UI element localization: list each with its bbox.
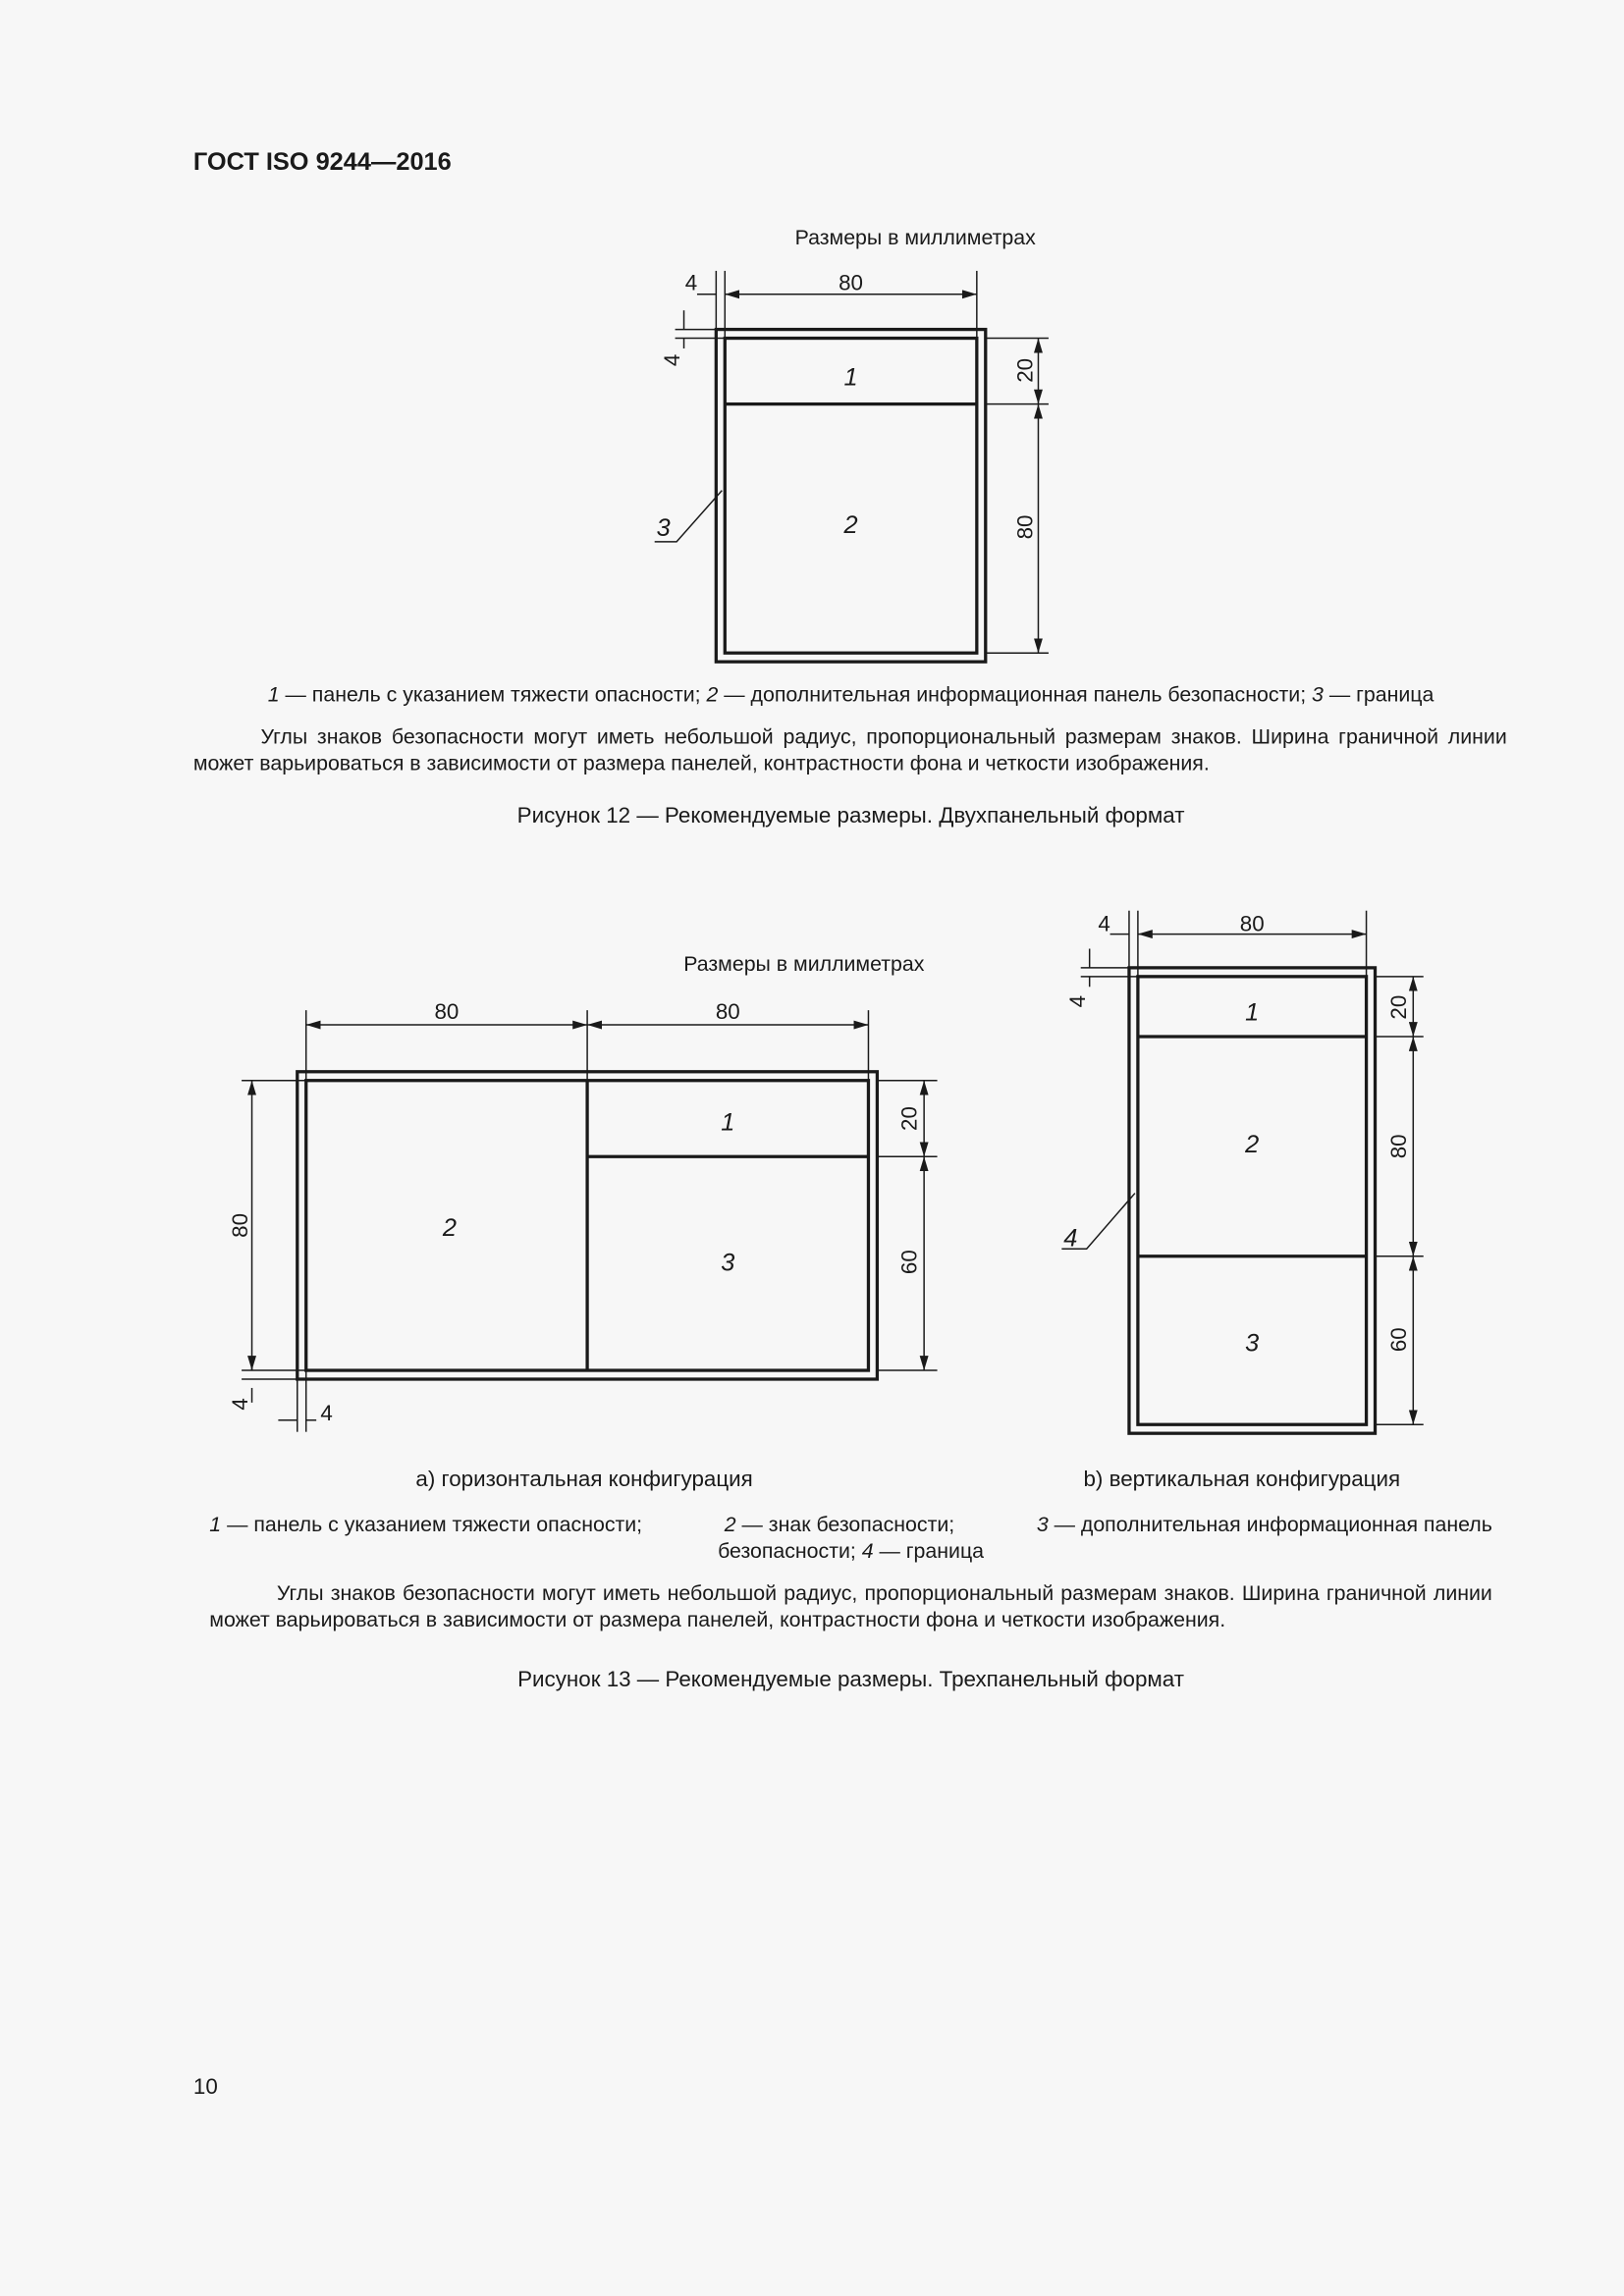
legend-text: безопасности;: [718, 1540, 862, 1564]
fig13b-dim-panel2: 80: [1385, 1134, 1411, 1159]
fig13-legend-line1: [209, 1514, 1492, 1539]
fig12-label-panel2: 2: [843, 510, 858, 539]
legend-text: — панель с указанием тяжести опасности;: [221, 1514, 649, 1538]
legend-num: 4: [861, 1540, 874, 1564]
legend-num: 3: [1312, 683, 1324, 708]
legend-text: — граница: [873, 1540, 985, 1564]
fig12-dim-border-h: 4: [684, 270, 698, 295]
fig12-caption: Рисунок 12 — Рекомендуемые размеры. Двухпанельный формат: [516, 803, 1185, 829]
fig13a-dim-height: 80: [228, 1212, 253, 1238]
fig12-label-border: 3: [656, 513, 671, 542]
fig13a-dim-right-width: 80: [715, 999, 740, 1025]
figure-13a-drawing: [228, 999, 922, 1425]
fig13a-label-panel2: 2: [442, 1213, 457, 1242]
fig12-dim-border-v: 4: [660, 353, 685, 367]
fig13a-dim-left-width: 80: [434, 999, 460, 1025]
fig13b-label-panel2: 2: [1245, 1130, 1260, 1158]
fig13a-caption: a) горизонтальная конфигурация: [415, 1467, 753, 1492]
fig12-note: Углы знаков безопасности могут иметь небольшой радиус, пропорциональный размерам знаков. Ширина граничной линии может варьироваться в зависимости от размера панелей, контрастности фона и четкости изображения.: [192, 725, 1507, 775]
fig12-dim-width: 80: [839, 270, 863, 295]
page-number: 10: [192, 2074, 218, 2100]
fig13b-label-border: 4: [1063, 1224, 1078, 1253]
legend-text: — знак безопасности;: [735, 1514, 961, 1538]
legend-num: 1: [209, 1514, 222, 1538]
legend-num: 2: [724, 1514, 736, 1538]
fig13-legend-line2: [718, 1540, 984, 1566]
fig13-units-note: Размеры в миллиметрах: [683, 952, 925, 977]
fig13b-dim-width: 80: [1239, 911, 1265, 936]
fig13b-border-inner: [1138, 977, 1367, 1424]
fig13a-dim-panel3: 60: [896, 1250, 922, 1275]
fig13b-label-panel3: 3: [1245, 1329, 1260, 1358]
fig13a-dim-panel1: 20: [896, 1106, 922, 1131]
legend-text: — дополнительная информационная панель: [1048, 1514, 1492, 1538]
fig13b-dim-panel3: 60: [1385, 1327, 1411, 1353]
fig13a-dim-border-h: 4: [320, 1400, 333, 1425]
legend-num: 1: [267, 683, 280, 708]
legend-num: 3: [1036, 1514, 1049, 1538]
fig13b-caption: b) вертикальная конфигурация: [1083, 1467, 1401, 1492]
document-header: ГОСТ ISO 9244—2016: [192, 147, 452, 176]
fig12-dim-panel1: 20: [1012, 357, 1038, 383]
fig13a-label-panel3: 3: [721, 1249, 735, 1277]
fig13b-dim-border-v: 4: [1065, 994, 1091, 1008]
legend-text: — дополнительная информационная панель безопасности;: [718, 683, 1313, 708]
fig13b-dim-panel1: 20: [1385, 994, 1411, 1020]
legend-num: 2: [706, 683, 719, 708]
fig12-dim-panel2: 80: [1012, 514, 1038, 540]
fig12-label-panel1: 1: [843, 363, 858, 392]
legend-text: — панель с указанием тяжести опасности;: [279, 683, 707, 708]
fig13b-dim-border-h: 4: [1098, 911, 1110, 936]
fig13a-label-panel1: 1: [721, 1108, 735, 1137]
fig13b-label-panel1: 1: [1245, 998, 1260, 1027]
fig13-note: Углы знаков безопасности могут иметь небольшой радиус, пропорциональный размерам знаков. Ширина граничной линии может варьироваться в зависимости от размера панелей, контрастности фона и четкости изображения.: [209, 1582, 1492, 1632]
fig13a-dim-border-v: 4: [228, 1398, 253, 1411]
fig12-legend: [268, 684, 1435, 710]
fig13-caption: Рисунок 13 — Рекомендуемые размеры. Трехпанельный формат: [517, 1667, 1185, 1693]
fig12-units-note: Размеры в миллиметрах: [794, 227, 1036, 251]
figure-13b-drawing: [1063, 912, 1411, 1358]
legend-text: — граница: [1323, 683, 1435, 708]
